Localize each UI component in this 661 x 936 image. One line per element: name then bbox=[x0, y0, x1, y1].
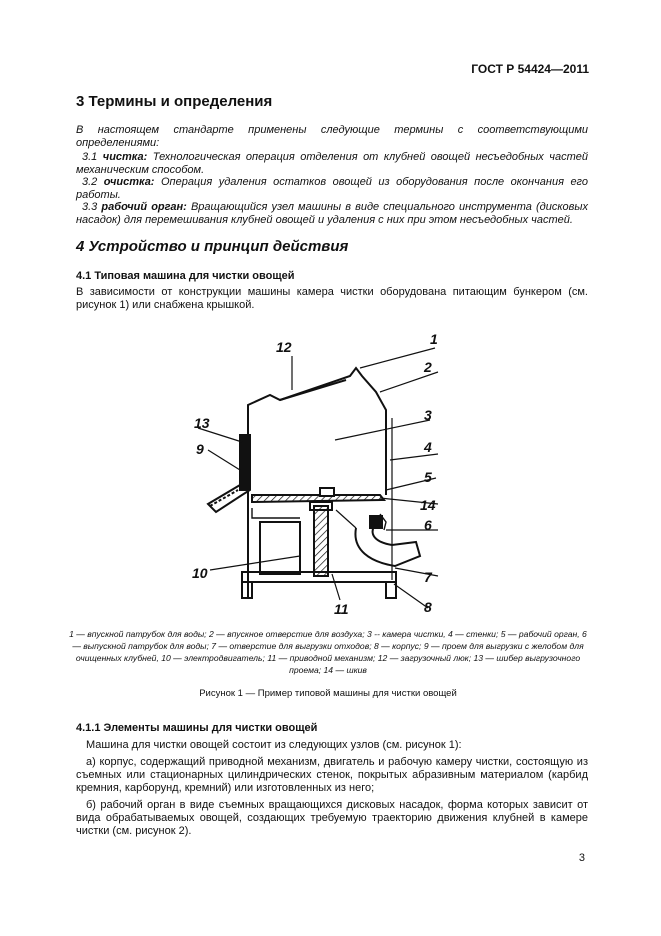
term-3-2 bbox=[76, 176, 588, 202]
callout-6: 6 bbox=[424, 517, 432, 533]
subsection-4-1-1-title: 4.1.1 Элементы машины для чистки овощей bbox=[76, 722, 318, 734]
callout-14: 14 bbox=[420, 497, 436, 513]
callout-12: 12 bbox=[276, 339, 292, 355]
term-number: 3.3 bbox=[82, 201, 98, 213]
callout-9: 9 bbox=[196, 441, 204, 457]
subsection-4-1-1-lead: Машина для чистки овощей состоит из следующих узлов (см. рисунок 1): bbox=[86, 739, 462, 751]
subsection-4-1-title: 4.1 Типовая машина для чистки овощей bbox=[76, 270, 295, 282]
machine-diagram bbox=[180, 330, 460, 620]
callout-7: 7 bbox=[424, 569, 432, 585]
document-code: ГОСТ Р 54424—2011 bbox=[471, 62, 589, 76]
callout-3: 3 bbox=[424, 407, 432, 423]
term-number: 3.1 bbox=[82, 151, 98, 163]
subsection-4-1-text: В зависимости от конструкции машины камера чистки оборудована питающим бункером (см. рисунок 1) или снабжена крышкой. bbox=[76, 286, 588, 311]
callout-10: 10 bbox=[192, 565, 208, 581]
term-name: чистка: bbox=[102, 151, 148, 163]
outlet-pipe bbox=[355, 526, 420, 566]
page-number: 3 bbox=[578, 852, 585, 864]
term-3-1 bbox=[76, 151, 588, 177]
callout-5: 5 bbox=[424, 469, 432, 485]
section-4-title: 4 Устройство и принцип действия bbox=[76, 238, 349, 255]
callout-8: 8 bbox=[424, 599, 432, 615]
term-name: очистка: bbox=[103, 176, 155, 188]
term-number: 3.2 bbox=[82, 176, 98, 188]
callout-13: 13 bbox=[194, 415, 210, 431]
term-definition: Вращающийся узел машины в виде специального инструмента (дисковых насадок) для перемешивания клубней овощей и удаления с них при этом несъедобных частей. bbox=[76, 201, 588, 226]
callout-1: 1 bbox=[430, 331, 438, 347]
term-definition: Технологическая операция отделения от клубней овощей несъедобных частей механическим способом. bbox=[76, 151, 588, 176]
list-item-b: б) рабочий орган в виде съемных вращающихся дисковых насадок, форма которых зависит от вида обрабатываемых овощей, создающих требуемую траекторию движения клубней в камере чистки (см. рисунок 2). bbox=[76, 799, 588, 837]
term-name: рабочий орган: bbox=[101, 201, 187, 213]
section-3-title: 3 Термины и определения bbox=[76, 93, 273, 110]
term-3-3 bbox=[76, 201, 588, 227]
callout-2: 2 bbox=[424, 359, 432, 375]
drive-shaft bbox=[314, 506, 328, 576]
figure-caption: Рисунок 1 — Пример типовой машины для чистки овощей bbox=[199, 688, 457, 699]
working-disc bbox=[252, 495, 384, 502]
callout-11: 11 bbox=[334, 601, 349, 617]
shutter bbox=[240, 435, 248, 490]
hopper-roof bbox=[248, 368, 386, 418]
callout-4: 4 bbox=[424, 439, 432, 455]
term-definition: Операция удаления остатков овощей из оборудования после окончания его работы. bbox=[76, 176, 588, 201]
section-3-intro: В настоящем стандарте применены следующие термины с соответствующими определениями: bbox=[76, 124, 588, 149]
electric-motor bbox=[260, 522, 300, 574]
list-item-a: а) корпус, содержащий приводной механизм, двигатель и рабочую камеру чистки, состоящую из съемных или стационарных цилиндрических стенок, покрытых абразивным материалом (карбид кремния, карборунд, кремний) или изготовленных из него; bbox=[76, 756, 588, 794]
figure-legend: 1 — впускной патрубок для воды; 2 — впускное отверстие для воздуха; 3 -- камера чистки, 4 — стенки; 5 — рабочий орган, 6 — выпускной патрубок для воды; 7 — отверстие для выгрузки отходов; 8 — корпус; 9 — проем для выгрузки с желобом для очищенных клубней, 10 — электродвигатель; 11 — приводной механизм; 12 — загрузочный люк; 13 — шибер выгрузочного проема; 14 — шкив bbox=[69, 629, 587, 675]
